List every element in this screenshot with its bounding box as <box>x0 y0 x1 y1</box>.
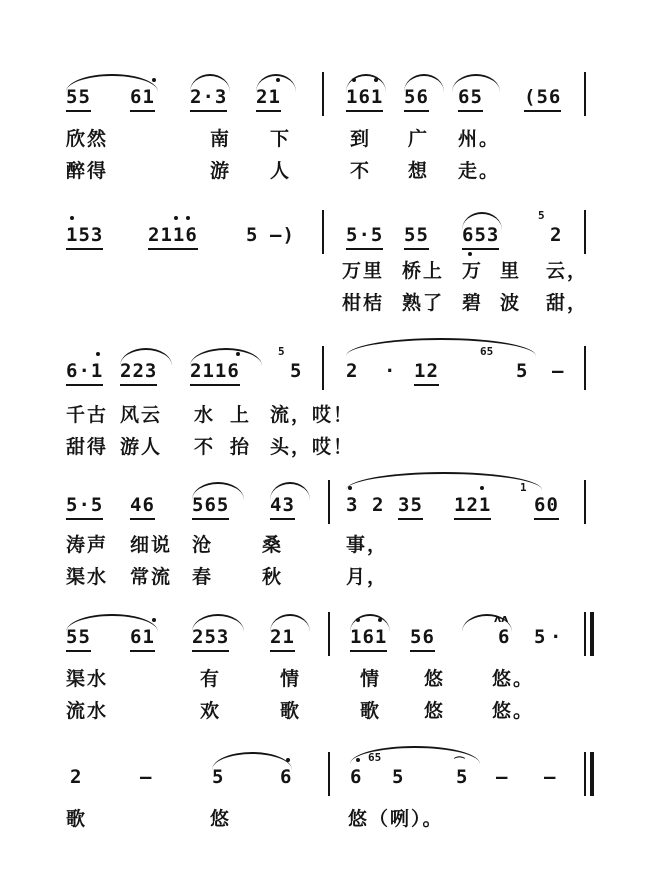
note-group: 35 <box>398 494 423 520</box>
lyric: 月， <box>346 566 389 588</box>
notation-row <box>0 346 664 386</box>
note-group: 253 <box>192 626 229 652</box>
note-group: 2 <box>346 360 359 382</box>
lyric-verse-2 <box>0 562 664 596</box>
note-group: 21 <box>256 86 281 112</box>
lyric: 风云 <box>120 404 163 426</box>
lyric: 事， <box>346 534 389 556</box>
note-group: 6 <box>350 766 363 788</box>
note-group: 223 <box>120 360 157 386</box>
note-group: 5 <box>246 224 259 246</box>
barline <box>584 612 586 656</box>
lyric: 涛声 <box>66 534 109 556</box>
barline <box>322 210 324 254</box>
lyric: 醉得 <box>66 160 109 182</box>
octave-dot <box>378 618 382 622</box>
lyric: 碧 <box>462 292 484 314</box>
grace-note: 5 <box>278 345 285 358</box>
lyric-verse-1 <box>0 530 664 564</box>
lyric-verse-2 <box>0 288 664 322</box>
octave-dot <box>152 78 156 82</box>
octave-dot <box>374 78 378 82</box>
note-group: 6 <box>280 766 293 788</box>
lyric-verse-1 <box>0 124 664 158</box>
lyric: 想 <box>408 160 430 182</box>
note-group: 65 <box>458 86 483 112</box>
octave-dot <box>356 758 360 762</box>
grace-note: 65 <box>480 345 494 358</box>
note-group: (56 <box>524 86 561 112</box>
lyric: 走。 <box>458 160 501 182</box>
octave-dot <box>356 618 360 622</box>
fermata-mark: ⌒ <box>454 756 465 769</box>
lyric: 万 <box>462 260 484 282</box>
note-group: 161 <box>346 86 383 112</box>
lyric: 悠（咧）。 <box>348 808 444 830</box>
note-group: 55 <box>66 86 91 112</box>
octave-dot <box>348 486 352 490</box>
note-group: 5 <box>534 626 547 648</box>
note-group: 46 <box>130 494 155 520</box>
note-group: — <box>544 766 557 788</box>
lyric-verse-1 <box>0 256 664 290</box>
note-group: 2116 <box>148 224 198 250</box>
note-group: 2·3 <box>190 86 227 112</box>
note-group: · <box>550 626 563 648</box>
lyric-verse-1 <box>0 400 664 434</box>
lyric: 万里 <box>342 260 385 282</box>
barline <box>584 480 586 524</box>
lyric: 细说 <box>130 534 173 556</box>
note-group: — <box>552 360 565 382</box>
octave-dot <box>276 78 280 82</box>
lyric: 欣然 <box>66 128 109 150</box>
lyric: 柑桔 <box>342 292 385 314</box>
barline-final <box>590 612 594 656</box>
lyric: 春 <box>192 566 214 588</box>
lyric: 歌 <box>66 808 88 830</box>
lyric: 州。 <box>458 128 501 150</box>
lyric: 不 <box>194 436 216 458</box>
lyric: 情 <box>360 668 382 690</box>
note-group: 153 <box>66 224 103 250</box>
lyric: 桑 <box>262 534 284 556</box>
note-group: 60 <box>534 494 559 520</box>
note-group: 61 <box>130 626 155 652</box>
notation-row <box>0 752 664 792</box>
octave-dot <box>152 618 156 622</box>
lyric: 有 <box>200 668 222 690</box>
lyric: 抬 <box>230 436 252 458</box>
lyric: 渠水 <box>66 566 109 588</box>
note-group: 61 <box>130 86 155 112</box>
grace-note: 5 <box>538 209 545 222</box>
lyric-verse-2 <box>0 156 664 190</box>
lyric-verse-2 <box>0 696 664 730</box>
barline <box>328 612 330 656</box>
lyric: 水 <box>194 404 216 426</box>
lyric: 熟了 <box>402 292 445 314</box>
note-group: 2 <box>70 766 83 788</box>
octave-dot <box>70 216 74 220</box>
barline <box>584 752 586 796</box>
barline <box>584 346 586 390</box>
note-group: 55 <box>404 224 429 250</box>
lyric: 情 <box>280 668 302 690</box>
lyric: 南 <box>210 128 232 150</box>
lyric: 悠。 <box>492 700 535 722</box>
notation-row <box>0 480 664 520</box>
lyric: 流水 <box>66 700 109 722</box>
note-group: 56 <box>404 86 429 112</box>
note-group: — <box>140 766 153 788</box>
note-group: 5 <box>290 360 303 382</box>
note-group: 5 <box>392 766 405 788</box>
note-group: 2 <box>372 494 385 516</box>
note-group: 5·5 <box>346 224 383 250</box>
barline <box>328 752 330 796</box>
note-group: 565 <box>192 494 229 520</box>
barline-final <box>590 752 594 796</box>
slur <box>346 338 536 356</box>
lyric: 里 <box>500 260 522 282</box>
lyric-verse-1 <box>0 804 664 838</box>
slur <box>346 472 542 490</box>
octave-dot <box>186 216 190 220</box>
lyric: 歌 <box>280 700 302 722</box>
lyric: 人 <box>270 160 292 182</box>
lyric: 悠 <box>424 700 446 722</box>
octave-dot <box>236 352 240 356</box>
note-group: · <box>384 360 397 382</box>
note-group: 6·1 <box>66 360 103 386</box>
barline <box>584 210 586 254</box>
barline <box>328 480 330 524</box>
note-group: 121 <box>454 494 491 520</box>
lyric: 游 <box>210 160 232 182</box>
lyric: 沧 <box>192 534 214 556</box>
lyric: 流，哎！ <box>270 404 355 426</box>
lyric-verse-1 <box>0 664 664 698</box>
note-group: 161 <box>350 626 387 652</box>
lyric: 欢 <box>200 700 222 722</box>
lyric: 云， <box>546 260 589 282</box>
note-group: 5 <box>516 360 529 382</box>
note-group: 2116 <box>190 360 240 386</box>
note-group: 12 <box>414 360 439 386</box>
lyric: 波 <box>500 292 522 314</box>
lyric: 游人 <box>120 436 163 458</box>
note-group: 653 <box>462 224 499 250</box>
grace-note: 65 <box>368 751 382 764</box>
note-group: 5 <box>456 766 469 788</box>
barline <box>322 72 324 116</box>
note-group: 56 <box>410 626 435 652</box>
lyric: 上 <box>230 404 252 426</box>
lyric: 不 <box>350 160 372 182</box>
notation-row <box>0 72 664 112</box>
lyric-verse-2 <box>0 432 664 466</box>
lyric: 千古 <box>66 404 109 426</box>
octave-dot <box>286 758 290 762</box>
note-group: 5·5 <box>66 494 103 520</box>
octave-dot <box>174 216 178 220</box>
lyric: 常流 <box>130 566 173 588</box>
note-group: —) <box>270 224 295 246</box>
grace-note: 1 <box>520 481 527 494</box>
lyric: 甜， <box>546 292 589 314</box>
lyric: 歌 <box>360 700 382 722</box>
note-group: 21 <box>270 626 295 652</box>
lyric: 甜得 <box>66 436 109 458</box>
lyric: 悠 <box>424 668 446 690</box>
mordent-mark: ʌʌ <box>494 612 509 625</box>
octave-dot <box>480 486 484 490</box>
note-group: 2 <box>550 224 563 246</box>
note-group: 3 <box>346 494 359 516</box>
lyric: 头，哎！ <box>270 436 355 458</box>
barline <box>584 72 586 116</box>
lyric: 渠水 <box>66 668 109 690</box>
lyric: 秋 <box>262 566 284 588</box>
note-group: 5 <box>212 766 225 788</box>
note-group: 55 <box>66 626 91 652</box>
lyric: 广 <box>408 128 430 150</box>
lyric: 悠。 <box>492 668 535 690</box>
lyric: 到 <box>350 128 372 150</box>
notation-row <box>0 612 664 652</box>
barline <box>322 346 324 390</box>
lyric: 悠 <box>210 808 232 830</box>
note-group: — <box>496 766 509 788</box>
octave-dot <box>352 78 356 82</box>
note-group: 6 <box>498 626 511 648</box>
octave-dot <box>96 352 100 356</box>
lyric: 下 <box>270 128 292 150</box>
note-group: 43 <box>270 494 295 520</box>
notation-row <box>0 210 664 250</box>
lyric: 桥上 <box>402 260 445 282</box>
